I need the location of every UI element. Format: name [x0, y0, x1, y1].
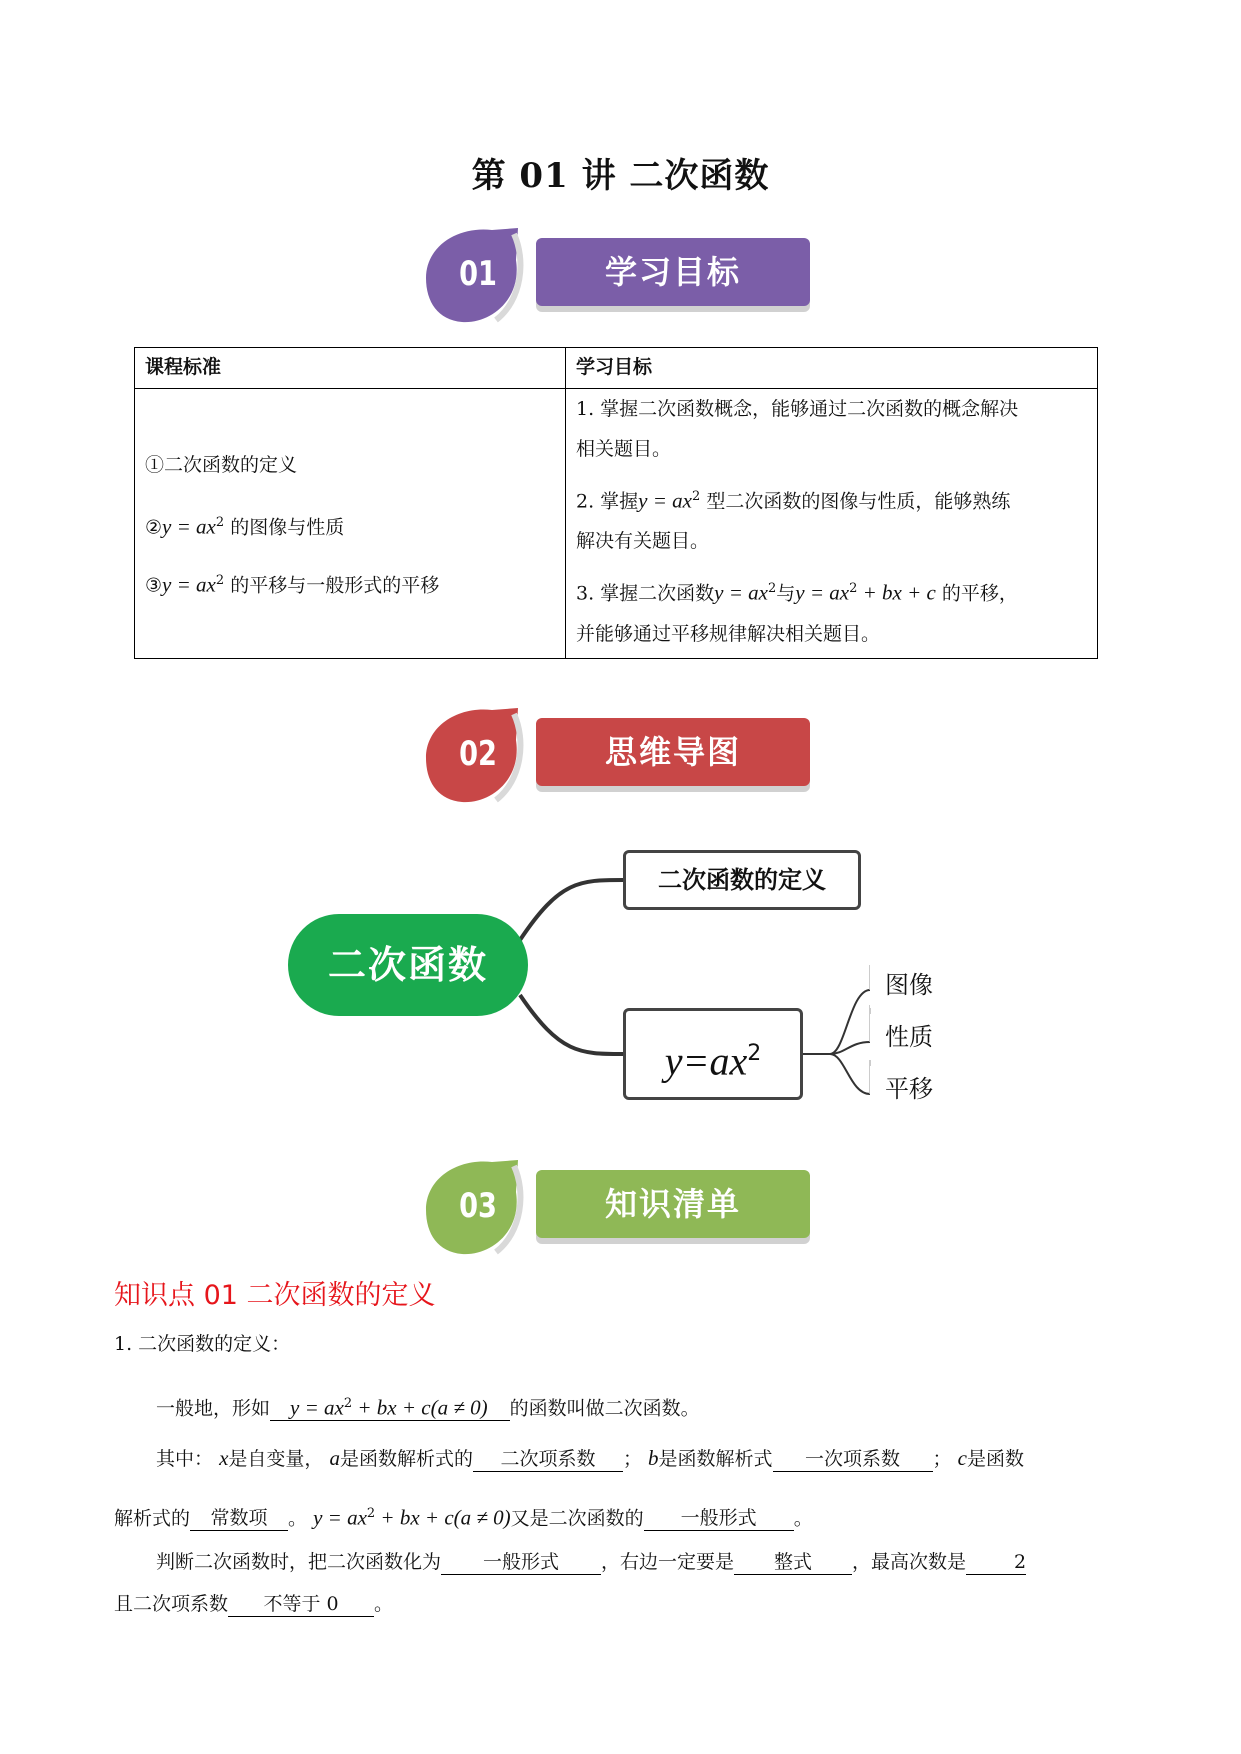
mindmap-root: 二次函数 — [288, 914, 528, 1016]
mindmap-leaf-image: 图像 — [870, 962, 948, 1008]
blank-judge-general-form: 一般形式 — [441, 1550, 601, 1575]
blank-highest-degree: 2 — [966, 1550, 1026, 1575]
formula-exponent: 2 — [747, 1041, 762, 1066]
definition-line — [156, 1392, 700, 1422]
standard-marker: ① — [145, 454, 165, 477]
formula: + bx + c(a ≠ 0) — [375, 1505, 511, 1530]
constant-term-line — [114, 1500, 813, 1532]
blank-constant-term: 常数项 — [190, 1506, 288, 1531]
where-text: 是函数解析式 — [658, 1448, 773, 1470]
formula-exponent: 2 — [215, 515, 225, 531]
judge-line — [156, 1548, 1026, 1576]
where-line — [156, 1444, 1024, 1473]
goal-1-line-1: 1. 掌握二次函数概念，能够通过二次函数的概念解决 — [576, 398, 1019, 420]
section-03-label: 知识清单 — [536, 1170, 810, 1238]
formula: y = ax — [313, 1505, 367, 1530]
blank-quadratic-coefficient: 二次项系数 — [473, 1447, 623, 1472]
punctuation: 。 — [288, 1507, 308, 1530]
where-text: 是自变量， — [228, 1448, 324, 1470]
mindmap-leaf-translation: 平移 — [870, 1066, 948, 1112]
formula: y = ax — [795, 580, 850, 605]
section-badge-03 — [418, 1152, 838, 1262]
judge-text: 判断二次函数时，把二次函数化为 — [156, 1551, 442, 1573]
judge-text: ，右边一定要是 — [601, 1551, 735, 1573]
where-text: 又是二次函数的 — [510, 1507, 644, 1530]
header-learning-goal: 学习目标 — [566, 348, 1098, 389]
knowledge-item-head: 1. 二次函数的定义： — [114, 1333, 291, 1355]
formula: y = ax — [162, 572, 216, 597]
formula: y=ax — [664, 1038, 748, 1084]
formula: + bx + c — [857, 580, 936, 605]
standard-text: 的平移与一般形式的平移 — [230, 574, 440, 597]
where-text: 其中： — [156, 1448, 214, 1470]
formula-exponent: 2 — [767, 581, 777, 597]
goal-text: 的平移， — [941, 582, 1018, 605]
section-03-number: 03 — [459, 1186, 497, 1226]
blank-linear-coefficient: 一次项系数 — [773, 1447, 933, 1472]
header-course-standard: 课程标准 — [135, 348, 566, 389]
judge-line-2 — [114, 1590, 393, 1618]
formula-exponent: 2 — [366, 1506, 376, 1521]
formula-exponent: 2 — [849, 581, 858, 597]
standard-text: 的图像与性质 — [230, 516, 345, 539]
mindmap-branch-definition: 二次函数的定义 — [623, 850, 861, 910]
judge-text: 且二次项系数 — [114, 1593, 229, 1615]
section-02-number: 02 — [459, 734, 497, 774]
where-text: 解析式的 — [114, 1507, 191, 1530]
formula: y = ax — [638, 488, 692, 513]
section-02-label: 思维导图 — [536, 718, 810, 786]
formula-exponent: 2 — [215, 573, 225, 589]
section-01-number: 01 — [459, 254, 497, 294]
goal-text: 与 — [776, 582, 796, 605]
goal-1-line-2: 相关题目。 — [576, 438, 672, 460]
goal-text: 2. 掌握 — [576, 490, 639, 513]
formula-exponent: 2 — [343, 1396, 353, 1411]
goal-text: 型二次函数的图像与性质，能够熟练 — [706, 490, 1011, 513]
punctuation: ； — [932, 1448, 952, 1470]
blank-not-zero: 不等于 0 — [228, 1592, 374, 1617]
formula: y = ax — [714, 580, 768, 605]
variable-x: x — [219, 1446, 229, 1470]
where-text: 是函数 — [966, 1448, 1024, 1470]
def-text: 的函数叫做二次函数。 — [509, 1397, 700, 1420]
knowledge-point-title: 知识点 01 二次函数的定义 — [114, 1280, 436, 1311]
punctuation: 。 — [374, 1593, 394, 1615]
standard-marker: ② — [145, 516, 163, 539]
def-text: 一般地，形如 — [156, 1397, 271, 1420]
punctuation: 。 — [793, 1507, 813, 1530]
standard-text: 二次函数的定义 — [164, 454, 298, 477]
goal-3-line-2: 并能够通过平移规律解决相关题目。 — [576, 622, 881, 645]
formula: y = ax — [162, 514, 216, 539]
blank-polynomial: 整式 — [734, 1550, 852, 1575]
blank-general-form: 一般形式 — [644, 1506, 794, 1531]
variable-c: c — [957, 1446, 967, 1470]
variable-b: b — [648, 1446, 659, 1470]
where-text: 是函数解析式的 — [339, 1448, 473, 1470]
judge-text: ，最高次数是 — [852, 1551, 967, 1573]
definition-formula-blank — [270, 1392, 510, 1421]
punctuation: ； — [622, 1448, 642, 1470]
formula: y = ax — [290, 1395, 344, 1420]
section-01-label: 学习目标 — [536, 238, 810, 306]
goal-text: 3. 掌握二次函数 — [576, 582, 715, 605]
variable-a: a — [329, 1446, 340, 1470]
page-title: 第 01 讲 二次函数 — [471, 156, 770, 196]
mindmap-leaf-property: 性质 — [870, 1014, 948, 1060]
standard-marker: ③ — [145, 574, 163, 597]
formula-exponent: 2 — [691, 489, 701, 504]
formula: + bx + c(a ≠ 0) — [352, 1395, 488, 1420]
mindmap-branch-formula — [623, 1008, 803, 1100]
goal-2-line-2: 解决有关题目。 — [576, 530, 710, 553]
